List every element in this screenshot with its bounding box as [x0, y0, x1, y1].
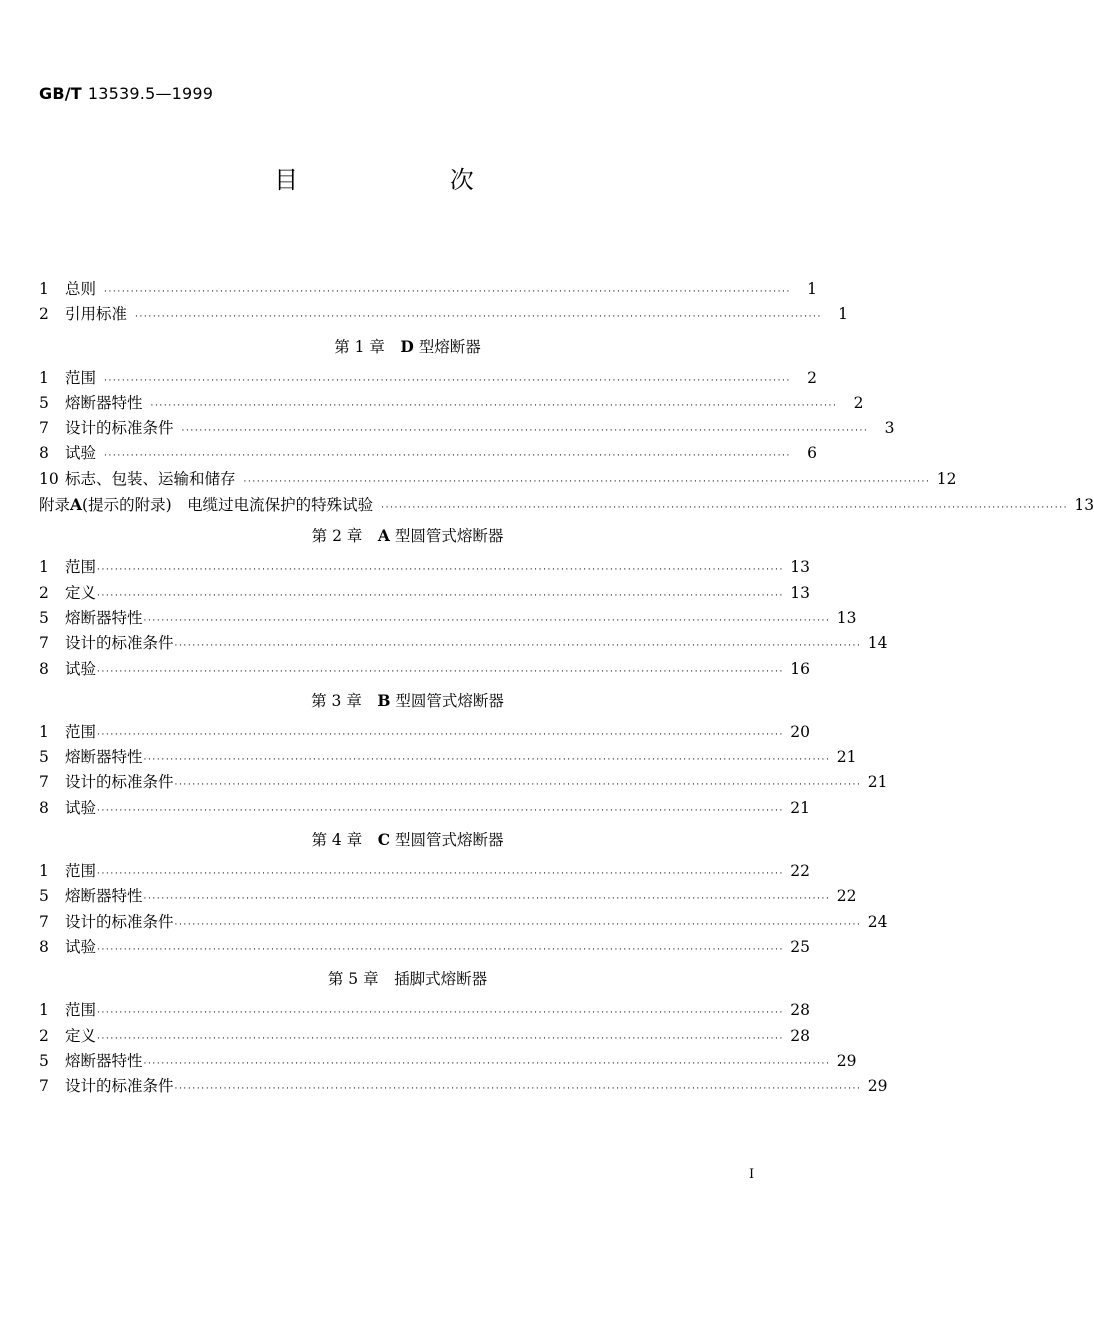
toc-entry-text: 引用标准 [65, 305, 128, 324]
toc-leader-dots: ·························································································································································· [97, 666, 784, 677]
toc-entry-number: 1 [39, 558, 49, 577]
toc-entry-page: 13 [1074, 496, 1094, 515]
page-number: I [749, 1167, 755, 1182]
standard-number: 13539.5—1999 [87, 84, 214, 103]
toc-entry-number: 2 [39, 583, 49, 602]
toc-entry[interactable] [39, 884, 857, 909]
toc-entry-page: 20 [790, 722, 810, 741]
toc-entry-number: 5 [39, 393, 49, 412]
appendix-title: (提示的附录) 电缆过电流保护的特殊试验 [82, 496, 374, 515]
toc-entry-page: 2 [853, 393, 864, 412]
toc-entry-text: 熔断器特性 [65, 887, 143, 906]
toc-leader-dots: ·························································································································································· [97, 729, 784, 740]
toc-entry-label [39, 391, 143, 416]
toc-entry-page: 25 [790, 937, 810, 956]
toc-entry[interactable] [39, 720, 810, 745]
toc-entry-text: 范围 [65, 1001, 97, 1020]
toc-entry-number: 8 [39, 798, 49, 817]
toc-entry[interactable] [39, 555, 810, 580]
toc-entry[interactable] [39, 467, 957, 492]
standard-prefix: GB/T [39, 84, 82, 103]
toc-leader-dots: ·························································································································································· [135, 312, 822, 323]
chapter-heading [39, 821, 776, 859]
toc-leader-dots: ·························································································································································· [143, 755, 831, 766]
toc-entry[interactable] [39, 657, 810, 682]
toc-leader-dots: ·························································································································································· [104, 287, 791, 297]
toc-entry[interactable] [39, 366, 817, 391]
toc-entry-text: 熔断器特性 [65, 748, 143, 767]
toc-entry-label [39, 910, 174, 935]
toc-entry-page: 12 [936, 469, 957, 488]
toc-entry-number: 5 [39, 887, 49, 906]
toc-entry-text: 试验 [65, 444, 97, 463]
toc-entry-number: 5 [39, 1051, 49, 1070]
toc-entry-page: 16 [790, 659, 810, 678]
toc-entry-page: 29 [867, 1077, 888, 1096]
chapter-number: 第 1 章 [334, 337, 385, 356]
chapter-title: 插脚式熔断器 [394, 970, 488, 989]
toc-appendix-entry[interactable] [39, 492, 1094, 517]
chapter-number: 第 5 章 [327, 970, 379, 989]
toc-entry-page: 3 [884, 419, 895, 438]
toc-entry-text: 熔断器特性 [65, 393, 143, 412]
toc-entry-number: 7 [39, 419, 49, 438]
toc-entry-label [39, 884, 143, 909]
toc-entry-text: 范围 [65, 368, 97, 387]
chapter-type-code: C [377, 830, 391, 850]
toc-leader-dots: ·························································································································································· [143, 615, 831, 626]
toc-leader-dots: ·························································································································································· [97, 1008, 784, 1019]
chapter-number: 第 3 章 [311, 691, 362, 710]
toc-entry-text: 设计的标准条件 [65, 912, 174, 931]
toc-entry-page: 22 [790, 862, 810, 881]
toc-entry-label [39, 657, 96, 682]
toc-leader-dots: ·························································································································································· [97, 805, 784, 816]
toc-entry-label [39, 1049, 143, 1074]
toc-leader-dots: ·························································································································································· [381, 503, 1069, 514]
toc-entry-label [39, 796, 96, 821]
toc-entry[interactable] [39, 770, 888, 795]
toc-entry-number: 2 [39, 305, 49, 324]
toc-entry-text: 设计的标准条件 [65, 1077, 174, 1096]
toc-entry[interactable] [39, 606, 857, 631]
toc-entry-text: 设计的标准条件 [65, 419, 174, 438]
toc-leader-dots: ·························································································································································· [150, 400, 838, 411]
toc-entry-label [39, 366, 96, 391]
table-of-contents [39, 277, 1094, 1099]
toc-entry-page: 14 [867, 634, 888, 653]
toc-leader-dots: ·························································································································································· [174, 641, 862, 652]
toc-entry-text: 试验 [65, 937, 97, 956]
toc-entry[interactable] [39, 581, 810, 606]
chapter-heading [39, 328, 776, 366]
toc-entry-label [39, 302, 127, 327]
toc-leader-dots: ·························································································································································· [174, 780, 862, 791]
toc-leader-dots: ·························································································································································· [143, 1058, 831, 1069]
toc-entry-page: 24 [867, 912, 888, 931]
toc-entry-page: 2 [807, 368, 817, 387]
toc-entry-text: 定义 [65, 1026, 97, 1045]
chapter-title: 型熔断器 [418, 337, 481, 356]
toc-leader-dots: ·························································································································································· [97, 869, 784, 880]
toc-leader-dots: ·························································································································································· [104, 451, 791, 462]
toc-leader-dots: ·························································································································································· [97, 590, 784, 601]
toc-entry-number: 8 [39, 444, 49, 463]
toc-entry-page: 1 [838, 305, 848, 324]
toc-entry-text: 范围 [65, 558, 97, 577]
chapter-title: 型圆管式熔断器 [394, 527, 504, 546]
chapter-type-code: D [400, 336, 414, 356]
toc-entry-page: 28 [790, 1026, 810, 1045]
toc-entry-number: 1 [39, 280, 49, 298]
toc-entry[interactable] [39, 998, 810, 1023]
toc-entry[interactable] [39, 745, 857, 770]
toc-entry-label [39, 631, 174, 656]
toc-entry-label [39, 606, 143, 631]
toc-entry-page: 6 [807, 444, 817, 463]
toc-entry-number: 8 [39, 659, 49, 678]
toc-entry-page: 13 [790, 583, 810, 602]
toc-entry-page: 29 [836, 1051, 857, 1070]
chapter-heading [39, 517, 776, 555]
toc-entry-label [39, 492, 373, 518]
toc-entry[interactable] [39, 391, 864, 416]
chapter-number: 第 4 章 [311, 831, 363, 850]
toc-entry[interactable] [39, 631, 888, 656]
toc-entry-number: 7 [39, 912, 49, 931]
toc-leader-dots: ·························································································································································· [97, 1033, 784, 1044]
chapter-heading [39, 960, 776, 998]
toc-entry[interactable] [39, 277, 817, 302]
toc-entry-number: 5 [39, 608, 49, 627]
toc-leader-dots: ·························································································································································· [243, 476, 931, 487]
toc-entry-label [39, 555, 96, 580]
chapter-title: 型圆管式熔断器 [395, 691, 504, 710]
toc-entry-page: 21 [790, 798, 810, 817]
toc-entry-label [39, 859, 96, 884]
toc-entry-text: 总则 [65, 280, 97, 298]
toc-entry-number: 2 [39, 1026, 49, 1045]
toc-entry[interactable] [39, 441, 817, 466]
toc-leader-dots: ·························································································································································· [143, 894, 831, 905]
chapter-type-code: A [377, 526, 390, 546]
toc-entry-number: 1 [39, 1001, 49, 1020]
toc-entry[interactable] [39, 910, 888, 935]
toc-entry-number: 1 [39, 862, 49, 881]
toc-entry-label [39, 935, 96, 960]
toc-leader-dots: ·························································································································································· [97, 944, 784, 955]
toc-entry[interactable] [39, 1049, 857, 1074]
toc-entry-label [39, 416, 174, 441]
toc-entry[interactable] [39, 416, 895, 441]
toc-entry-text: 标志、包装、运输和储存 [65, 469, 236, 488]
toc-entry-page: 13 [790, 558, 810, 577]
toc-entry-label [39, 1024, 96, 1049]
chapter-type-code: B [377, 690, 391, 710]
toc-entry-number: 1 [39, 722, 49, 741]
chapter-heading [39, 682, 776, 720]
toc-entry-text: 范围 [65, 722, 97, 741]
toc-entry-number: 8 [39, 937, 49, 956]
toc-entry-number: 1 [39, 368, 49, 387]
toc-entry[interactable] [39, 796, 810, 821]
toc-entry-page: 22 [836, 887, 857, 906]
toc-entry-text: 试验 [65, 798, 97, 817]
toc-entry-number: 10 [39, 469, 59, 488]
chapter-title: 型圆管式熔断器 [394, 831, 504, 850]
toc-entry-label [39, 1074, 174, 1099]
toc-entry-label [39, 720, 96, 745]
toc-entry-text: 范围 [65, 862, 97, 881]
toc-entry[interactable] [39, 302, 848, 327]
appendix-prefix: 附录 [39, 496, 71, 515]
toc-entry-text: 设计的标准条件 [65, 773, 174, 792]
toc-entry-label [39, 277, 96, 302]
toc-entry-label [39, 467, 236, 492]
toc-entry[interactable] [39, 935, 810, 960]
toc-leader-dots: ·························································································································································· [104, 375, 791, 386]
toc-entry[interactable] [39, 1024, 810, 1049]
toc-entry-page: 21 [836, 748, 857, 767]
toc-entry-number: 7 [39, 773, 49, 792]
toc-entry-label [39, 441, 96, 466]
toc-entry[interactable] [39, 1074, 888, 1099]
chapter-number: 第 2 章 [311, 527, 363, 546]
toc-entry-page: 1 [807, 280, 817, 298]
toc-entry-page: 28 [790, 1001, 810, 1020]
toc-entry-text: 熔断器特性 [65, 1051, 143, 1070]
standard-code [39, 84, 213, 103]
toc-entry-label [39, 581, 96, 606]
toc-leader-dots: ·························································································································································· [97, 565, 784, 576]
toc-entry-page: 13 [836, 608, 857, 627]
toc-leader-dots: ·························································································································································· [174, 919, 862, 930]
toc-leader-dots: ·························································································································································· [174, 1084, 862, 1095]
appendix-code: A [70, 495, 83, 515]
toc-entry-text: 设计的标准条件 [65, 634, 174, 653]
toc-entry-number: 5 [39, 748, 49, 767]
toc-leader-dots: ·························································································································································· [181, 426, 869, 437]
toc-entry-number: 7 [39, 1077, 49, 1096]
toc-title: 目 次 [274, 166, 546, 194]
toc-entry-text: 熔断器特性 [65, 608, 143, 627]
toc-entry-text: 试验 [65, 659, 97, 678]
toc-entry-label [39, 745, 143, 770]
toc-entry-page: 21 [867, 773, 888, 792]
toc-entry[interactable] [39, 859, 810, 884]
toc-entry-number: 7 [39, 634, 49, 653]
toc-entry-label [39, 998, 96, 1023]
toc-entry-label [39, 770, 174, 795]
toc-entry-text: 定义 [65, 583, 97, 602]
